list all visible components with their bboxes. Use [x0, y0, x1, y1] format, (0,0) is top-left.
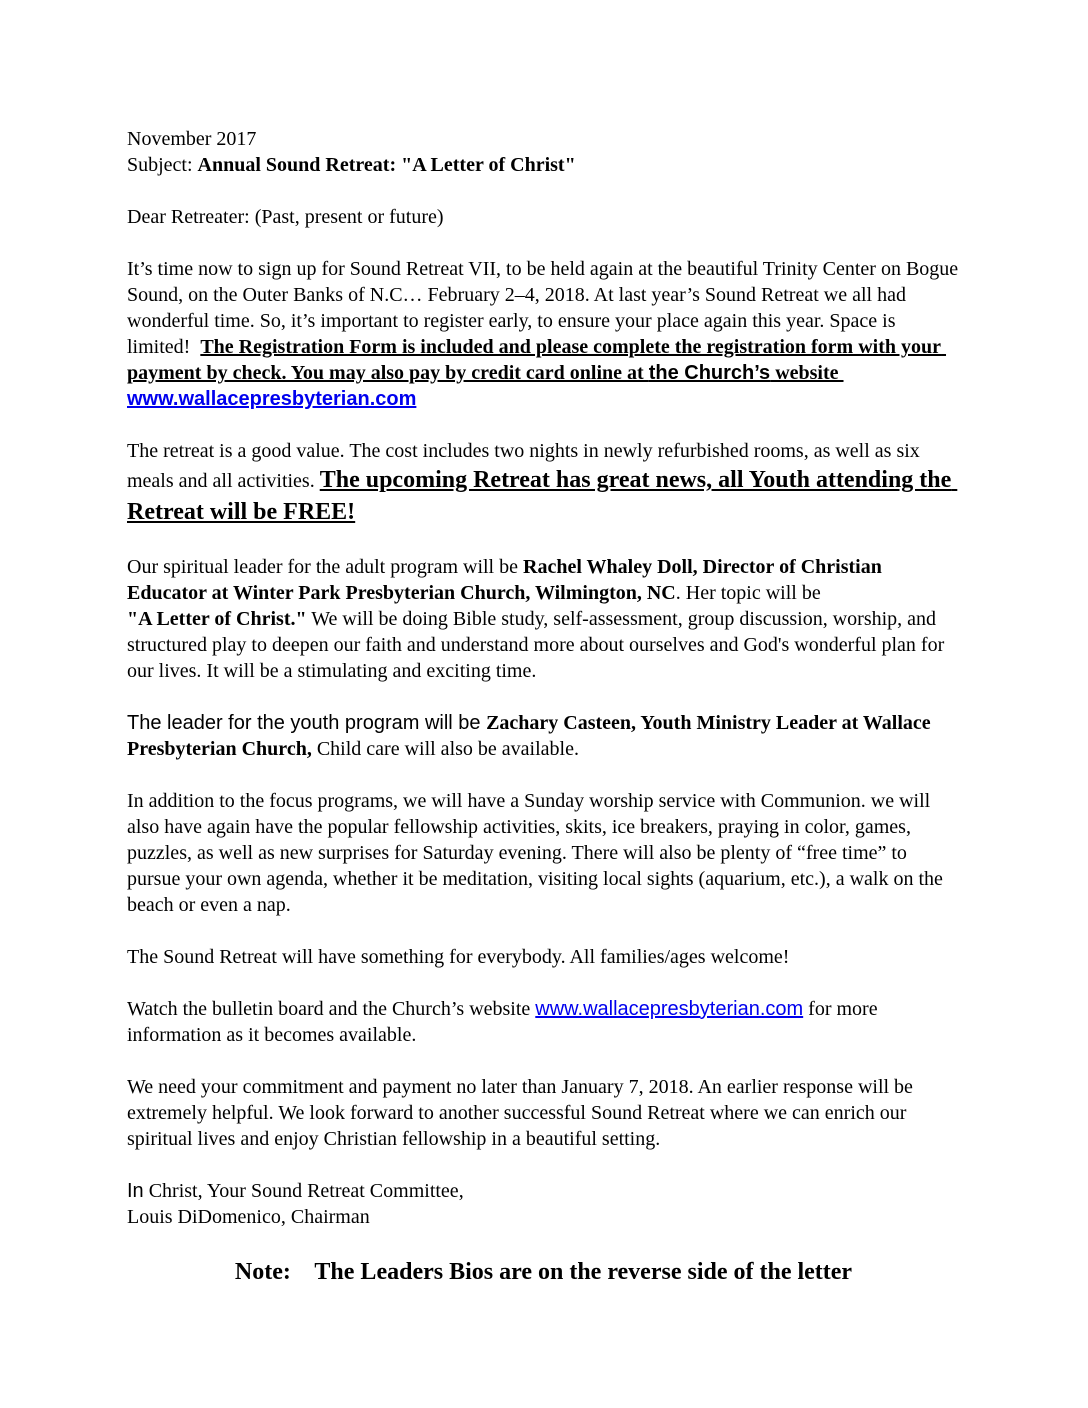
- salutation: [127, 204, 960, 230]
- text-run: website: [770, 362, 844, 384]
- text-run: We need your commitment and payment no later than January 7, 2018. An earlier response will be extremely helpful. We look forward to another successful Sound Retreat where we can enrich our spiritual lives and enjoy Christian fellowship in a beautiful setting.: [127, 1076, 918, 1150]
- header-block: [127, 126, 960, 178]
- text-run: In addition to the focus programs, we will have a Sunday worship service with Communion. we will also have again have the popular fellowship activities, skits, ice breakers, praying in color, games, puzzles, as well as new surprises for Saturday evening. There will also be plenty of “free time” to pursue your own agenda, whether it be meditation, visiting local sights (aquarium, etc.), a walk on the beach or even a nap.: [127, 790, 948, 916]
- text-run: . Her topic will be: [675, 582, 821, 604]
- website-paragraph: [127, 996, 960, 1048]
- text-run: Louis DiDomenico, Chairman: [127, 1206, 370, 1228]
- text-run: Annual Sound Retreat: "A Letter of Christ": [197, 154, 576, 176]
- website-link[interactable]: www.wallacepresbyterian.com: [535, 998, 804, 1020]
- text-run: We will be doing Bible study, self-assessment, group discussion, worship, and structured play to deepen our faith and understand more about ourselves and God's wonderful plan for our lives. It will be a stimulating and exciting time.: [127, 608, 950, 682]
- adult-leader-paragraph: [127, 554, 960, 684]
- text-run: The retreat is a good value. The cost includes two nights in newly refurbished rooms, as well as six meals and all activities.: [127, 440, 925, 492]
- text-run: The Registration Form is included and please complete the registration form with your payment by check. You may also pay by credit card online at: [127, 336, 947, 384]
- intro-paragraph: [127, 256, 964, 412]
- deadline-paragraph: [127, 1074, 960, 1152]
- text-run: Our spiritual leader for the adult program will be: [127, 556, 523, 578]
- youth-leader-paragraph: [127, 710, 960, 762]
- text-run: for more information as it becomes available.: [127, 998, 883, 1046]
- text-run: Note: The Leaders Bios are on the reverse side of the letter: [234, 1259, 853, 1285]
- closing-block: [127, 1178, 960, 1230]
- text-run: It’s time now to sign up for Sound Retreat VII, to be held again at the beautiful Trinity Center on Bogue Sound, on the Outer Banks of N.C… February 2–4, 2018. At last year’s Sound Retreat we all had wonderful time. So, it’s important to register early, to ensure your place again this year. Space is limited!: [127, 258, 964, 358]
- text-run: The leader for the youth program will be: [127, 712, 487, 734]
- text-run: The Sound Retreat will have something for everybody. All families/ages welcome!: [127, 946, 790, 968]
- text-run: The upcoming Retreat has great news, all Youth attending the Retreat will be FREE!: [127, 467, 958, 525]
- text-run: In: [127, 1180, 144, 1202]
- text-run: Watch the bulletin board and the Church’s website: [127, 998, 536, 1020]
- text-run: Child care will also be available.: [311, 738, 579, 760]
- text-run: November 2017: [127, 128, 257, 150]
- text-run: Subject:: [127, 154, 198, 176]
- website-link[interactable]: www.wallacepresbyterian.com: [127, 388, 417, 410]
- text-run: "A Letter of Christ.": [127, 608, 307, 630]
- activities-paragraph: [127, 788, 960, 918]
- letter-body: [127, 126, 964, 1288]
- everybody-paragraph: [127, 944, 960, 970]
- text-run: Christ, Your Sound Retreat Committee,: [143, 1180, 464, 1202]
- text-run: Zachary Casteen, Youth Ministry Leader at Wallace Presbyterian Church,: [127, 712, 936, 760]
- value-paragraph: [127, 438, 960, 528]
- text-run: Rachel Whaley Doll, Director of Christian Educator at Winter Park Presbyterian Church, Wilmington, NC: [127, 556, 887, 604]
- text-run: Dear Retreater: (Past, present or future): [127, 206, 444, 228]
- note-line: [127, 1256, 960, 1288]
- text-run: the Church’s: [648, 362, 771, 384]
